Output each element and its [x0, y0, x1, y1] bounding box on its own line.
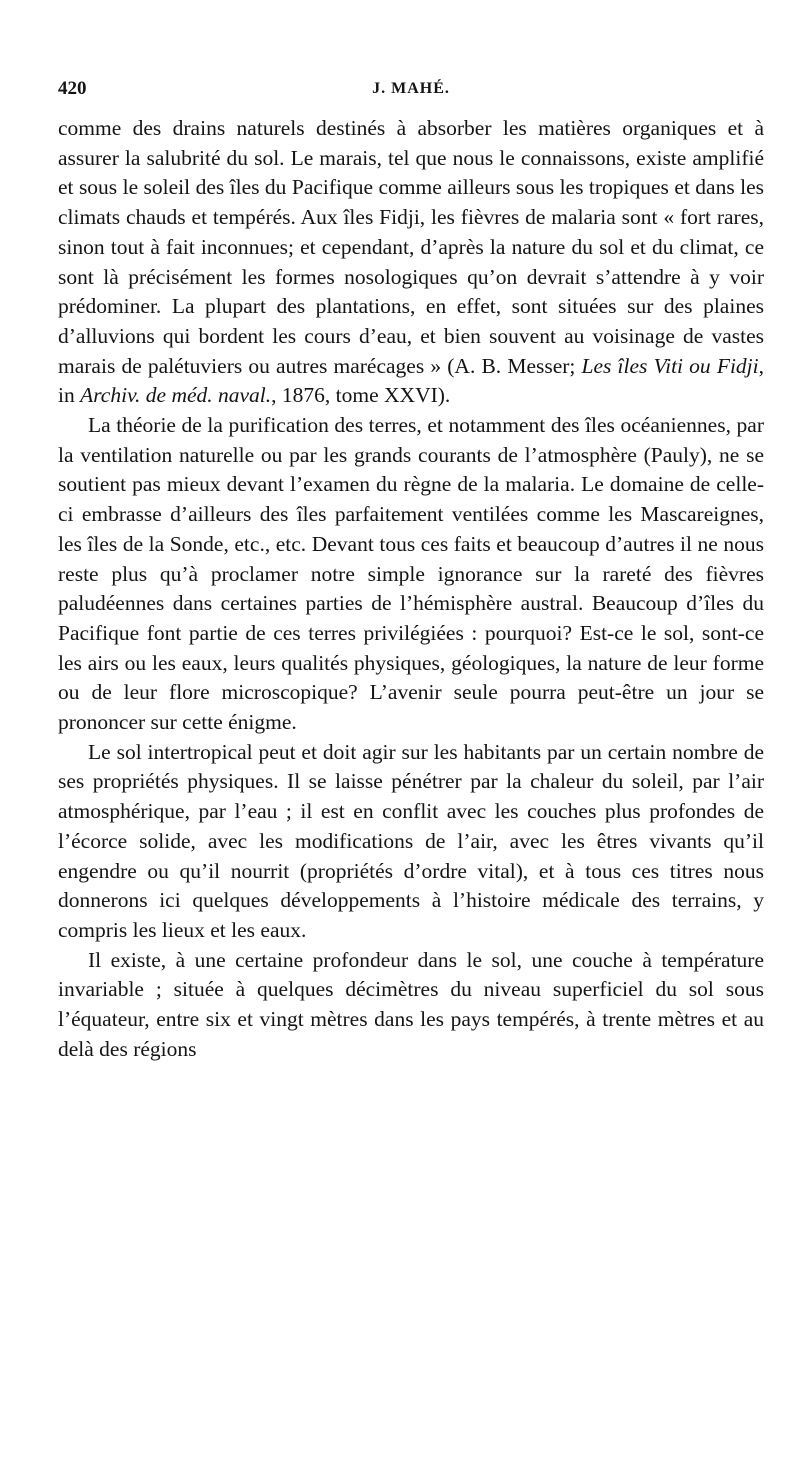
- italic-citation: Les îles Viti ou Fidji: [581, 353, 759, 378]
- text-run: Il existe, à une certaine profondeur dans le sol, une couche à température invariable ; située à quelques décimètres du niveau superficiel du sol sous l’équateur, entre six et vingt mètres dans les pays tempérés, à trente mètres et au delà des régions: [58, 947, 764, 1061]
- paragraph: [58, 411, 764, 738]
- page-header: [58, 78, 764, 104]
- running-head: J. MAHÉ.: [372, 80, 450, 97]
- text-run: , in: [58, 353, 764, 408]
- text-run: , 1876, tome XXVI).: [271, 383, 451, 408]
- body-text: [58, 114, 764, 1065]
- page-number: 420: [58, 78, 87, 99]
- paragraph: [58, 738, 764, 946]
- text-run: comme des drains naturels destinés à absorber les matières organiques et à assurer la salubrité du sol. Le marais, tel que nous le connaissons, existe amplifié et sous le soleil des îles du Pacifique comme ailleurs sous les tropiques et dans les climats chauds et tempérés. Aux îles Fidji, les fièvres de malaria sont « fort rares, sinon tout à fait inconnues; et cependant, d’après la nature du sol et du climat, ce sont là précisément les formes nosologiques qu’on devrait s’attendre à y voir prédominer. La plupart des plantations, en effet, sont situées sur des plaines d’alluvions qui bordent les cours d’eau, et bien souvent au voisinage de vastes marais de palétuviers ou autres marécages » (A. B. Messer;: [58, 116, 764, 378]
- text-run: La théorie de la purification des terres, et notamment des îles océaniennes, par la ventilation naturelle ou par les grands courants de l’atmosphère (Pauly), ne se soutient pas mieux devant l’examen du règne de la malaria. Le domaine de celle-ci embrasse d’ailleurs des îles parfaitement ventilées comme les Mascareignes, les îles de la Sonde, etc., etc. Devant tous ces faits et beaucoup d’autres il ne nous reste plus qu’à proclamer notre simple ignorance sur la rareté des fièvres paludéennes dans certaines parties de l’hémisphère austral. Beaucoup d’îles du Pacifique font partie de ces terres privilégiées : pourquoi? Est-ce le sol, sont-ce les airs ou les eaux, leurs qualités physiques, géologiques, la nature de leur forme ou de leur flore microscopique? L’avenir seule pourra peut-être un jour se prononcer sur cette énigme.: [58, 413, 764, 735]
- paragraph: [58, 946, 764, 1065]
- paragraph: [58, 114, 764, 411]
- italic-citation: Archiv. de méd. naval.: [80, 383, 272, 408]
- text-run: Le sol intertropical peut et doit agir sur les habitants par un certain nombre de ses propriétés physiques. Il se laisse pénétrer par la chaleur du soleil, par l’air atmosphérique, par l’eau ; il est en conflit avec les couches plus profondes de l’écorce solide, avec les modifications de l’air, avec les êtres vivants qu’il engendre ou qu’il nourrit (propriétés d’ordre vital), et à tous ces titres nous donnerons ici quelques développements à l’histoire médicale des terrains, y compris les lieux et les eaux.: [58, 739, 764, 942]
